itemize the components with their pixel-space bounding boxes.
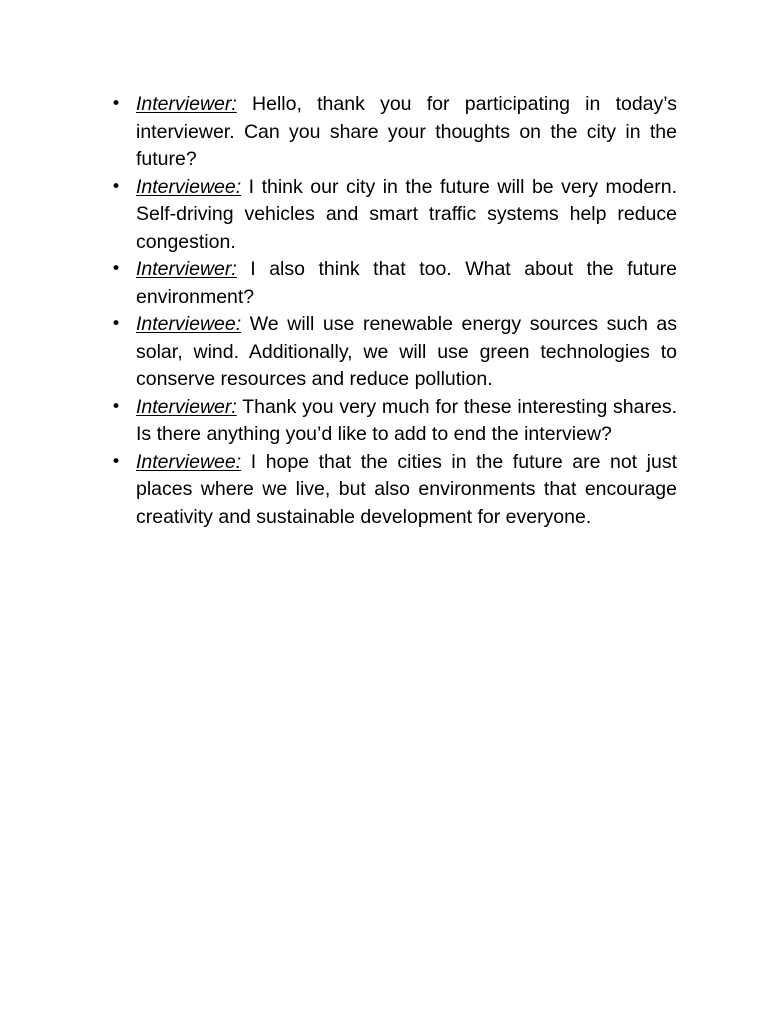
speaker-label: Interviewer: (136, 395, 237, 418)
interview-dialogue-list (110, 91, 678, 531)
bullet-icon: • (110, 314, 122, 334)
list-item (110, 449, 678, 532)
speaker-label: Interviewee: (136, 450, 242, 473)
dialogue-text: I hope that the cities in the future are not just places where we live, but also environments that encourage creativity and sustainable development for everyone. (136, 450, 678, 528)
bullet-icon: • (110, 94, 122, 114)
bullet-icon: • (110, 176, 122, 197)
dialogue-text: I also think that too. What about the future environment? (136, 258, 677, 308)
dialogue-text: We will use renewable energy sources such as solar, wind. Additionally, we will use green technologies to conserve resources and reduce pollution. (136, 313, 677, 390)
dialogue-text: Hello, thank you for participating in today’s interviewer. Can you share your thoughts on the city in the future? (136, 93, 678, 170)
bullet-icon: • (110, 451, 122, 472)
bullet-icon: • (110, 259, 122, 279)
list-item (110, 311, 677, 394)
list-item (110, 394, 677, 449)
speaker-label: Interviewer: (136, 93, 237, 115)
speaker-label: Interviewee: (136, 175, 242, 198)
dialogue-text: Thank you very much for these interesting shares. Is there anything you’d like to add to end the interview? (136, 395, 677, 445)
speaker-label: Interviewer: (136, 258, 237, 280)
list-item (110, 91, 678, 174)
bullet-icon: • (110, 396, 122, 417)
list-item (110, 256, 677, 311)
speaker-label: Interviewee: (136, 313, 242, 335)
list-item (110, 174, 678, 257)
dialogue-text: I think our city in the future will be very modern. Self-driving vehicles and smart traffic systems help reduce congestion. (136, 175, 678, 253)
